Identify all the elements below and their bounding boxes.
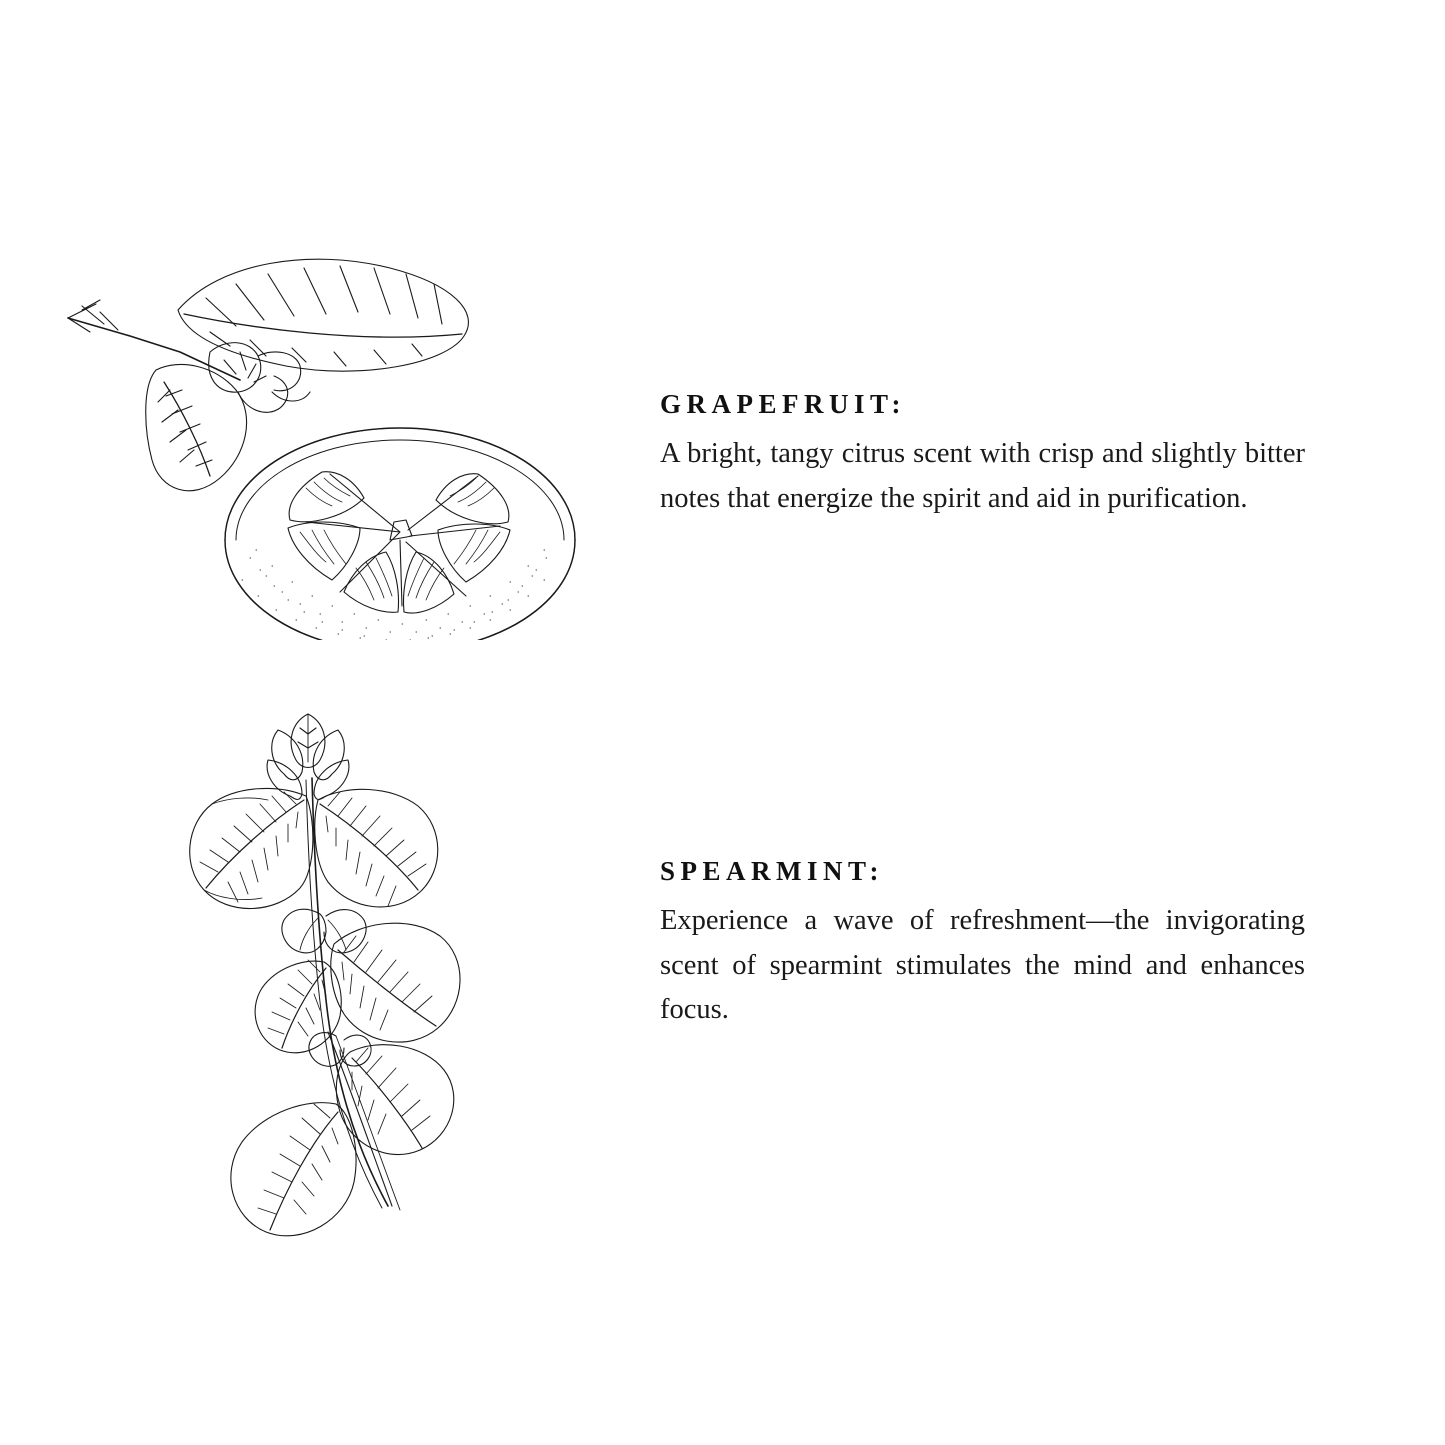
- grapefruit-half-with-leaves-icon: [60, 240, 580, 640]
- spearmint-sprig-icon: [100, 700, 540, 1260]
- ingredient-block-spearmint: [0, 700, 1445, 1260]
- grapefruit-text-cell: [640, 240, 1445, 521]
- ingredient-description-grapefruit: A bright, tangy citrus scent with crisp and slightly bitter notes that energize the spirit and aid in purification.: [660, 438, 1305, 514]
- ingredient-block-grapefruit: [0, 240, 1445, 640]
- grapefruit-illustration-cell: [0, 240, 640, 640]
- ingredient-description-spearmint: Experience a wave of refreshment—the invigorating scent of spearmint stimulates the mind and enhances focus.: [660, 905, 1305, 1025]
- ingredient-title-spearmint: SPEARMINT:: [660, 856, 885, 886]
- ingredient-title-grapefruit: GRAPEFRUIT:: [660, 389, 906, 419]
- spearmint-illustration-cell: [0, 700, 640, 1260]
- spearmint-text-cell: [640, 700, 1445, 1032]
